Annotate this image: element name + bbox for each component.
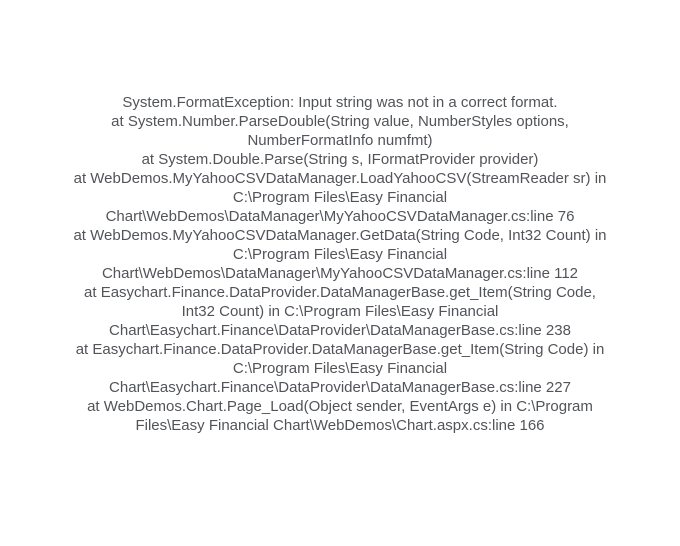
stack-trace-line: Chart\Easychart.Finance\DataProvider\DataManagerBase.cs:line 238 xyxy=(109,322,571,339)
stack-trace-line: at System.Double.Parse(String s, IFormatProvider provider) xyxy=(141,151,539,168)
stack-trace xyxy=(0,93,680,435)
stack-trace-line: Files\Easy Financial Chart\WebDemos\Chart.aspx.cs:line 166 xyxy=(135,417,545,434)
stack-trace-line: C:\Program Files\Easy Financial xyxy=(232,246,448,263)
stack-trace-line: at Easychart.Finance.DataProvider.DataManagerBase.get_Item(String Code) in xyxy=(75,341,605,358)
stack-trace-line: C:\Program Files\Easy Financial xyxy=(232,189,448,206)
stack-trace-line: C:\Program Files\Easy Financial xyxy=(232,360,448,377)
stack-trace-line: at WebDemos.MyYahooCSVDataManager.LoadYahooCSV(StreamReader sr) in xyxy=(73,170,607,187)
stack-trace-line: Chart\Easychart.Finance\DataProvider\DataManagerBase.cs:line 227 xyxy=(109,379,571,396)
stack-trace-line: NumberFormatInfo numfmt) xyxy=(247,132,433,149)
stack-trace-line: at Easychart.Finance.DataProvider.DataManagerBase.get_Item(String Code, xyxy=(84,284,596,301)
stack-trace-line: Int32 Count) in C:\Program Files\Easy Financial xyxy=(181,303,499,320)
stack-trace-line: Chart\WebDemos\DataManager\MyYahooCSVDataManager.cs:line 112 xyxy=(101,265,579,282)
stack-trace-line: at WebDemos.MyYahooCSVDataManager.GetData(String Code, Int32 Count) in xyxy=(73,227,607,244)
stack-trace-line: Chart\WebDemos\DataManager\MyYahooCSVDataManager.cs:line 76 xyxy=(105,208,575,225)
stack-trace-line: at System.Number.ParseDouble(String value, NumberStyles options, xyxy=(111,113,569,130)
stack-trace-line: at WebDemos.Chart.Page_Load(Object sender, EventArgs e) in C:\Program xyxy=(87,398,593,415)
exception-message-line: System.FormatException: Input string was not in a correct format. xyxy=(122,94,558,111)
